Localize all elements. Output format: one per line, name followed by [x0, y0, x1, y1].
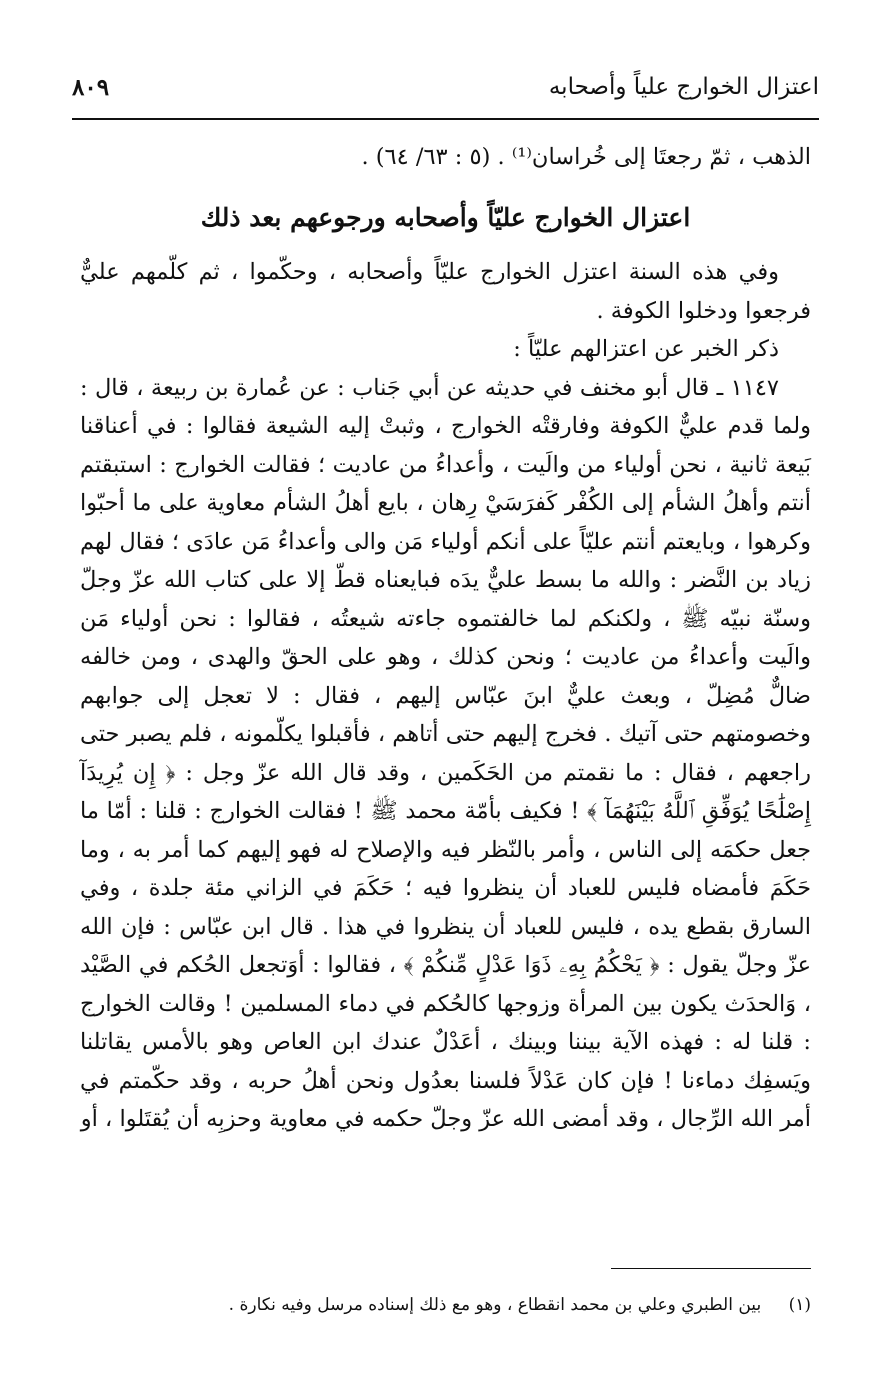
footnote-divider [611, 1268, 811, 1269]
section-title: اعتزال الخوارج عليّاً وأصحابه ورجوعهم بعد ذلك [200, 202, 691, 232]
opening-paragraph: الذهب ، ثمّ رجعتَا إلى خُراسان⁽¹⁾ . (٥ : ٦٣/ ٦٤) . [361, 144, 811, 170]
main-text [80, 138, 811, 1139]
header-divider [72, 118, 819, 120]
page-header [72, 70, 819, 110]
footnote-marker: (١) [788, 1295, 811, 1315]
running-title: اعتزال الخوارج علياً وأصحابه [548, 74, 819, 100]
subheading-paragraph: ذكر الخبر عن اعتزالهم عليّاً : [513, 336, 779, 362]
narration-paragraph: ١١٤٧ ـ قال أبو مخنف في حديثه عن أبي جَناب : عن عُمارة بن ربيعة ، قال : ولما قدم عليٌّ الكوفة وفارقتْه الخوارج ، وثبتْ إليه الشيعة فقالوا : في أعناقنا بَيعة ثانية ، نحن أولياء من والَيت ، وأعداءُ من عاديت ؛ فقالت الخوارج : استبقتم أنتم وأهلُ الشأم إلى الكُفْر كَفرَسَيْ رِهان ، بايع أهلُ الشأم معاوية على ما أحبّوا وكرهوا ، وبايعتم أنتم عليّاً على أنكم أولياء مَن والى وأعداءُ مَن عادَى ؛ فقال لهم زياد بن النَّضر : والله ما بسط عليٌّ يدَه فبايعناه قطّ إلا على كتاب الله عزّ وجلّ وسنّة نبيّه ﷺ ، ولكنكم لما خالفتموه جاءته شيعتُه ، فقالوا : نحن أولياء مَن والَيت وأعداءُ من عاديت ؛ ونحن كذلك ، وهو على الحقّ والهدى ، ومن خالفه ضالٌّ مُضِلّ ، وبعث عليٌّ ابنَ عبّاس إليهم ، فقال : لا تعجل إلى جوابهم وخصومتهم حتى آتيك . فخرج إليهم حتى أتاهم ، فأقبلوا يكلّمونه ، فلم يصبر حتى راجعهم ، فقال : ما نقمتم من الحَكَمين ، وقد قال الله عزّ وجل : ﴿ إِن يُرِيدَآ إِصْلَٰحًا يُوَفِّقِ ٱللَّهُ بَيْنَهُمَآ ﴾ ! فكيف بأمّة محمد ﷺ ! فقالت الخوارج : قلنا : أمّا ما جعل حكمَه إلى الناس ، وأمر بالنّظر فيه والإصلاح له فهو إليهم كما أمر به ، وما حَكَمَ فأمضاه فليس للعباد أن ينظروا فيه ؛ حَكَمَ في الزاني مئة جلدة ، وفي السارق بقطع يده ، فليس للعباد أن ينظروا في هذا . قال ابن عبّاس : فإن الله عزّ وجلّ يقول : ﴿ يَحْكُمُ بِهِۦ ذَوَا عَدْلٍ مِّنكُمْ ﴾ ، فقالوا : أوَتجعل الحُكم في الصَّيْد ، وَالحدَث يكون بين المرأة وزوجها كالحُكم في دماء المسلمين ! وقالت الخوارج : قلنا له : فهذه الآية بيننا وبينك ، أعَدْلٌ عندك ابن العاص وهو بالأمس يقاتلنا ويَسفِك دماءنا ! فإن كان عَدْلاً فلسنا بعدُول ونحن أهلُ حربه ، وقد حكّمتم في أمر الله الرِّجال ، وقد أمضى الله عزّ وجلّ حكمه في معاوية وحزبِه أن يُقتَلوا ، أو [80, 374, 812, 1132]
footnote [80, 1292, 811, 1318]
page-number: ٨٠٩ [72, 74, 110, 101]
footnote-text: بين الطبري وعلي بن محمد انقطاع ، وهو مع ذلك إسناده مرسل وفيه نكارة . [228, 1295, 762, 1315]
intro-paragraph: وفي هذه السنة اعتزل الخوارج عليّاً وأصحابه ، وحكّموا ، ثم كلّمهم عليٌّ فرجعوا ودخلوا الكوفة . [80, 259, 811, 324]
